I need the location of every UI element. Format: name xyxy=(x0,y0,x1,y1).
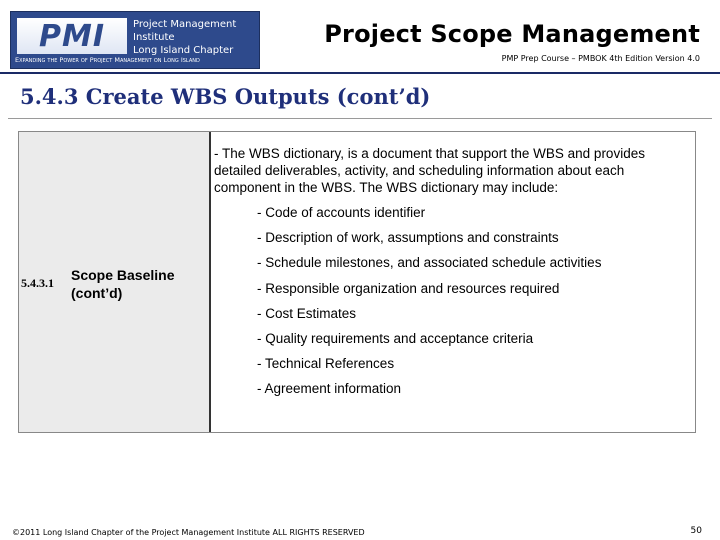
list-item: - Technical References xyxy=(257,356,395,372)
list-item: - Code of accounts identifier xyxy=(257,205,426,220)
logo-org-name xyxy=(133,18,259,57)
header-rule xyxy=(0,72,720,74)
wbs-dictionary-intro: - The WBS dictionary, is a document that support the WBS and provides detailed deliverables, activity, and scheduling information about each component in the WBS. The WBS dictionary may include: xyxy=(214,146,645,195)
title-rule xyxy=(8,118,712,119)
logo-tagline: Expanding the Power of Project Management on Long Island xyxy=(15,56,200,64)
header-title: Project Scope Management xyxy=(324,20,700,48)
section-title: Scope Baseline (cont’d) xyxy=(71,267,175,301)
section-cell xyxy=(19,132,211,432)
pmi-logo-mark: PMI xyxy=(17,18,127,54)
list-item: - Quality requirements and acceptance criteria xyxy=(257,330,534,346)
header-subtitle: PMP Prep Course – PMBOK 4th Edition Version 4.0 xyxy=(501,54,700,63)
footer-copyright: ©2011 Long Island Chapter of the Project Management Institute ALL RIGHTS RESERVED xyxy=(12,528,365,537)
section-number: 5.4.3.1 xyxy=(21,276,54,290)
logo-org-line1: Project Management Institute xyxy=(133,19,237,43)
list-item: - Responsible organization and resources required xyxy=(257,280,560,296)
logo-org-line2: Long Island Chapter xyxy=(133,45,234,56)
page-number: 50 xyxy=(690,526,702,536)
content-table xyxy=(18,131,696,433)
list-item: - Description of work, assumptions and constraints xyxy=(257,230,559,246)
list-item: - Cost Estimates xyxy=(257,305,357,321)
slide-title: 5.4.3 Create WBS Outputs (cont’d) xyxy=(20,84,431,109)
list-item: - Agreement information xyxy=(257,381,402,397)
list-item: - Schedule milestones, and associated schedule activities xyxy=(257,255,602,271)
dictionary-items-list xyxy=(257,204,601,406)
pmi-logo xyxy=(10,11,260,69)
